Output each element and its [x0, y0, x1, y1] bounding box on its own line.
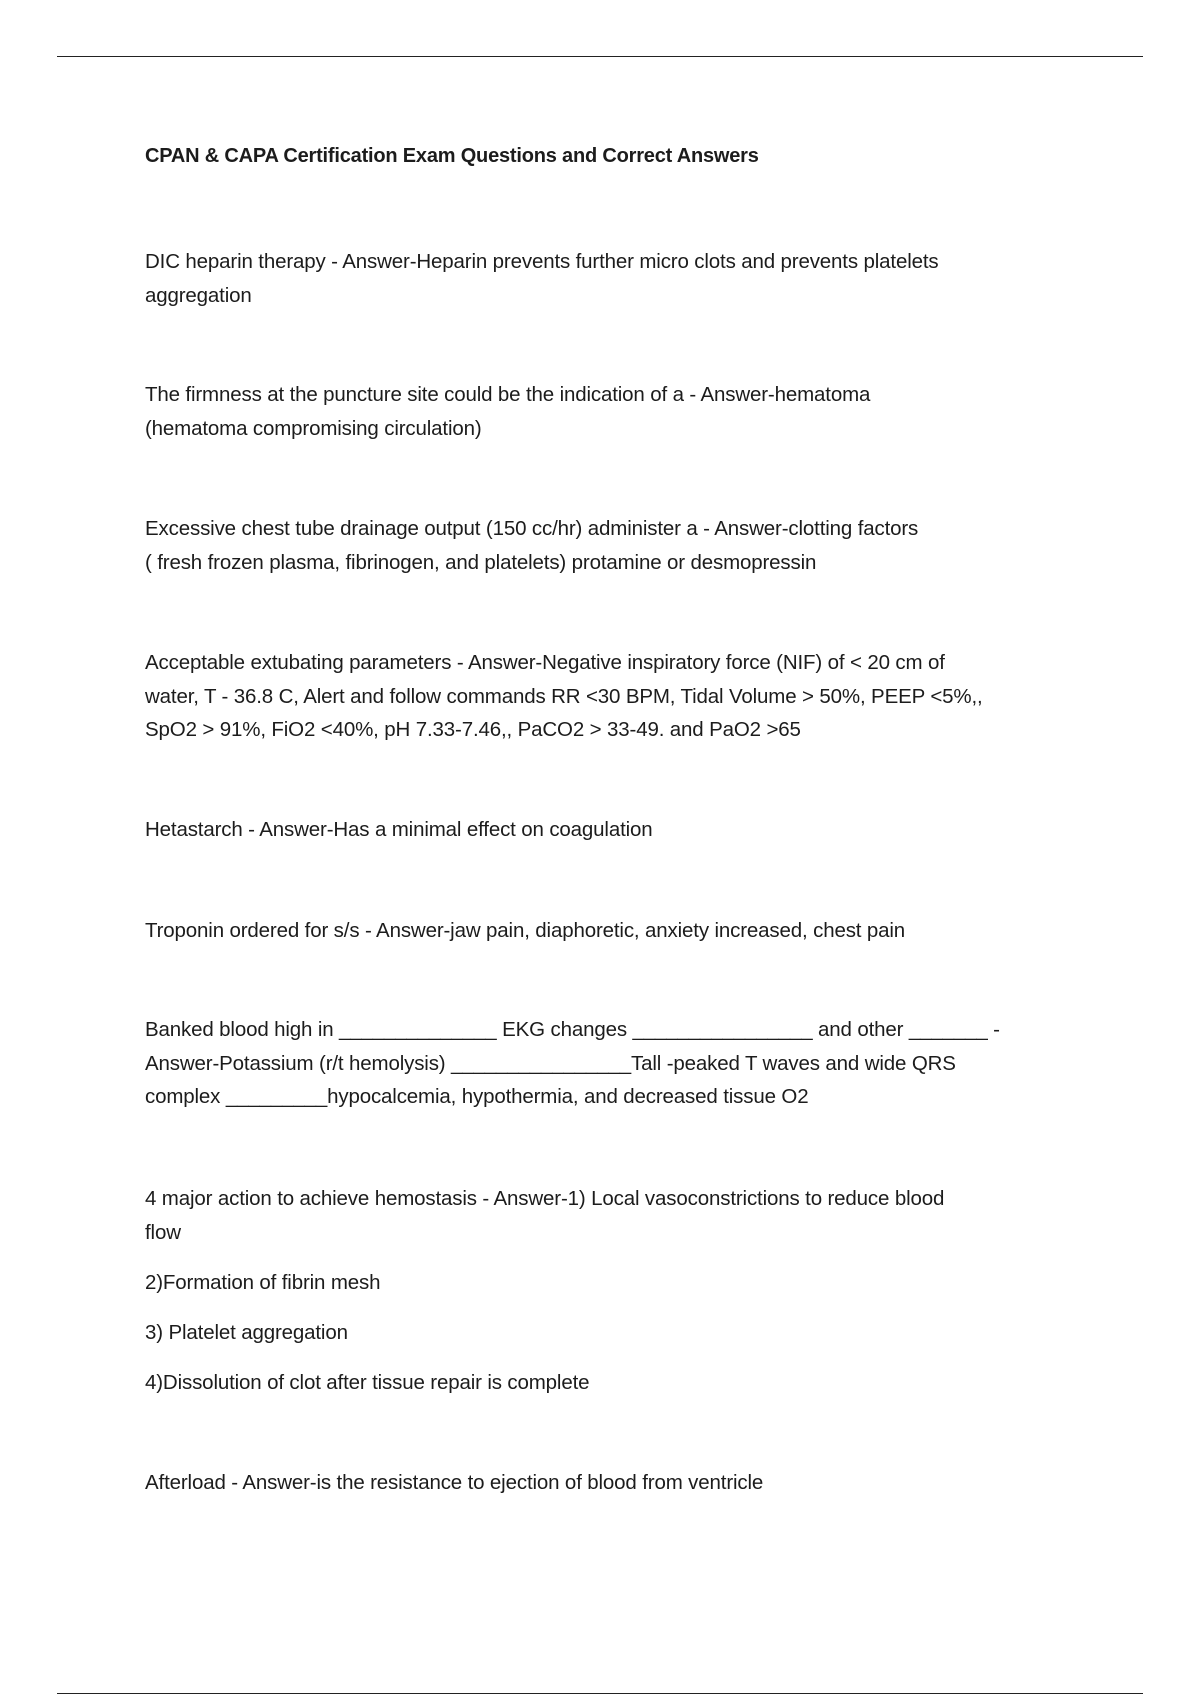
- entry-text-line: Banked blood high in ______________ EKG changes ________________ and other _______ -: [145, 1018, 1000, 1041]
- entry-text-line: Afterload - Answer-is the resistance to ejection of blood from ventricle: [145, 1471, 764, 1494]
- document-title: CPAN & CAPA Certification Exam Questions and Correct Answers: [145, 145, 759, 167]
- entry-text-line: The firmness at the puncture site could be the indication of a - Answer-hematoma: [145, 383, 871, 406]
- entry-text-line: SpO2 > 91%, FiO2 <40%, pH 7.33-7.46,, PaCO2 > 33-49. and PaO2 >65: [145, 718, 801, 741]
- qa-entry-extubating-parameters: [145, 646, 1045, 747]
- qa-entry-hetastarch: [145, 813, 1045, 847]
- qa-entry-afterload: [145, 1466, 1045, 1500]
- entry-text-line: ( fresh frozen plasma, fibrinogen, and platelets) protamine or desmopressin: [145, 550, 817, 574]
- entry-text-line: 4 major action to achieve hemostasis - Answer-1) Local vasoconstrictions to reduce blood: [145, 1187, 945, 1210]
- entry-text-line: Acceptable extubating parameters - Answer-Negative inspiratory force (NIF) of < 20 cm of: [145, 651, 945, 674]
- entry-text-line: Hetastarch - Answer-Has a minimal effect on coagulation: [145, 818, 653, 841]
- qa-entry-dic-heparin: [145, 245, 1045, 312]
- hemostasis-step: 4)Dissolution of clot after tissue repair is complete: [145, 1371, 590, 1394]
- entry-text-line: aggregation: [145, 283, 252, 307]
- entry-text-line: flow: [145, 1220, 181, 1244]
- entry-text-line: water, T - 36.8 C, Alert and follow commands RR <30 BPM, Tidal Volume > 50%, PEEP <5%,,: [145, 684, 983, 708]
- qa-entry-hemostasis: [145, 1182, 1045, 1249]
- footer-rule: [57, 1693, 1143, 1694]
- entry-text-line: Excessive chest tube drainage output (150 cc/hr) administer a - Answer-clotting factors: [145, 517, 919, 540]
- entry-text-line: complex _________hypocalcemia, hypothermia, and decreased tissue O2: [145, 1085, 809, 1108]
- qa-entry-puncture-site: [145, 378, 1045, 445]
- hemostasis-step: 3) Platelet aggregation: [145, 1321, 348, 1344]
- qa-entry-chest-tube: [145, 512, 1045, 579]
- header-rule: [57, 56, 1143, 57]
- entry-text-line: Troponin ordered for s/s - Answer-jaw pain, diaphoretic, anxiety increased, chest pain: [145, 919, 906, 942]
- hemostasis-step: 2)Formation of fibrin mesh: [145, 1271, 381, 1294]
- entry-text-line: Answer-Potassium (r/t hemolysis) ________________Tall -peaked T waves and wide QRS: [145, 1051, 956, 1075]
- qa-entry-troponin: [145, 914, 1045, 948]
- qa-entry-banked-blood: [145, 1013, 1045, 1114]
- entry-text-line: (hematoma compromising circulation): [145, 416, 482, 440]
- entry-text-line: DIC heparin therapy - Answer-Heparin prevents further micro clots and prevents platelets: [145, 250, 939, 273]
